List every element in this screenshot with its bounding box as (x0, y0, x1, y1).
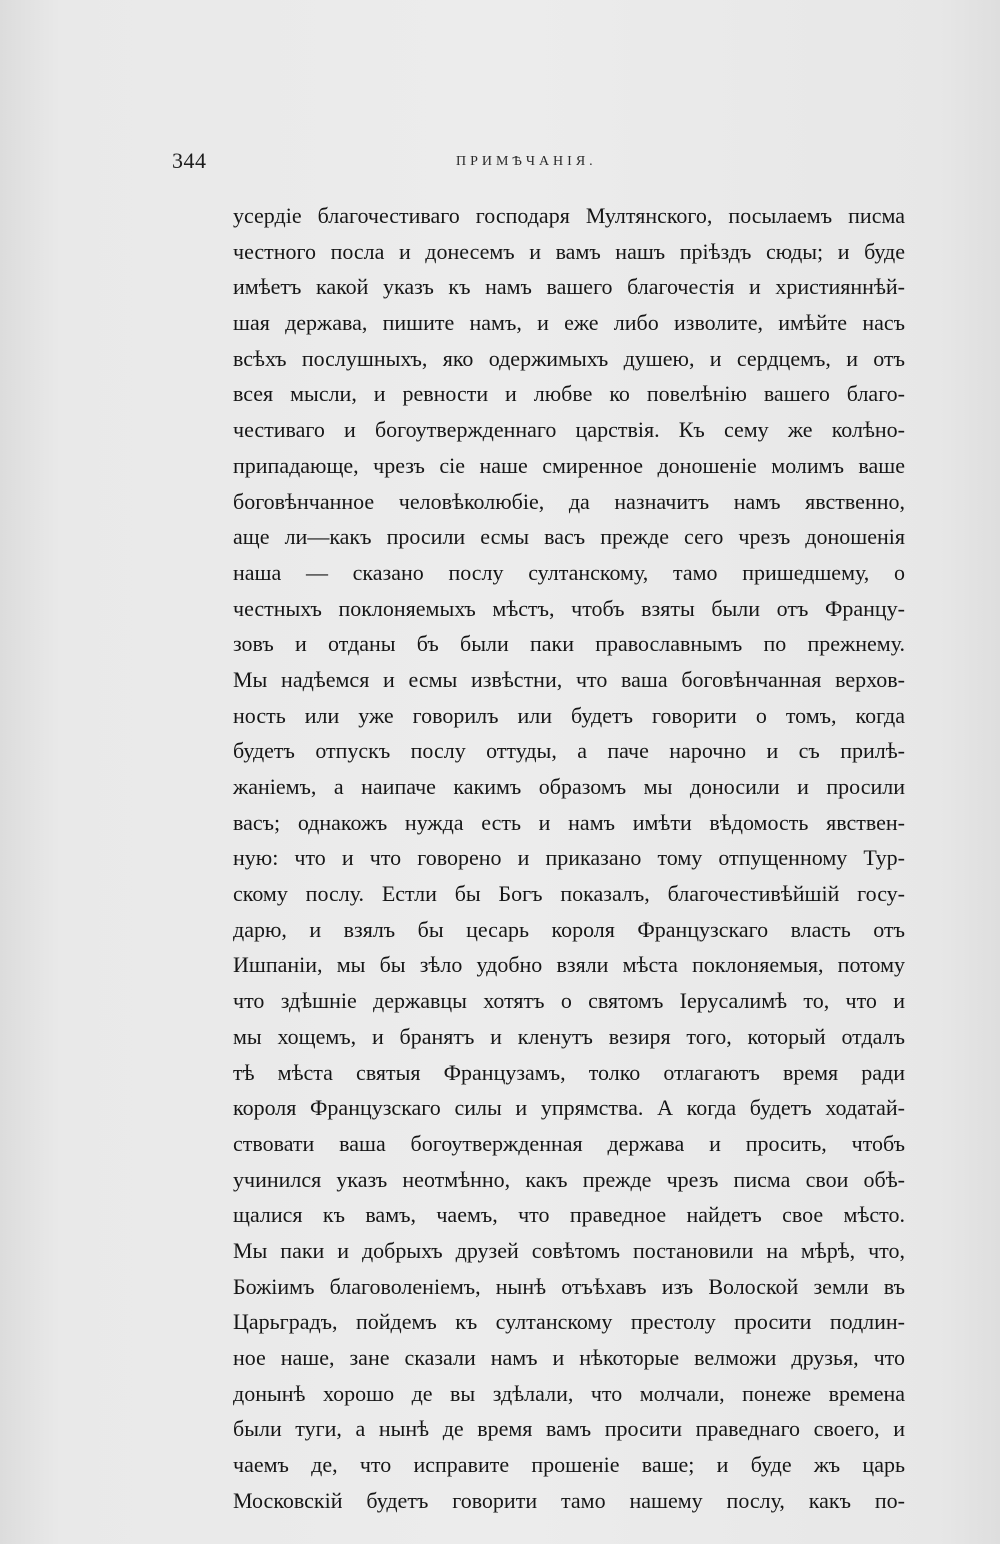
text-line: будетъ отпускъ послу оттуды, а паче нарочно и съ прилѣ- (233, 738, 905, 764)
body-text (233, 198, 905, 1518)
text-line: тѣ мѣста святыя Французамъ, толко отлагаютъ время ради (233, 1059, 905, 1085)
text-line: скому послу. Естли бы Богъ показалъ, благочестивѣйшій госу- (233, 881, 905, 907)
running-title: ПРИМѢЧАНІЯ. (456, 154, 597, 169)
text-line: шая держава, пишите намъ, и еже либо изволите, имѣйте насъ (233, 310, 905, 336)
text-line: всея мысли, и ревности и любве ко повелѣнію вашего благо- (233, 381, 905, 407)
text-line: ствовати ваша богоутвержденная держава и просить, чтобъ (233, 1130, 905, 1156)
text-line: ное наше, зане сказали намъ и нѣкоторые велможи друзья, что (233, 1345, 905, 1370)
text-line: что здѣшніе державцы хотятъ о святомъ Іерусалимѣ то, что и (233, 988, 905, 1014)
text-line: имѣетъ какой указъ къ намъ вашего благочестія и християннѣй- (233, 274, 905, 300)
text-line: припадающе, чрезъ сіе наше смиренное доношеніе молимъ ваше (233, 452, 905, 478)
text-line: боговѣнчанное человѣколюбіе, да назначитъ намъ явственно, (233, 488, 905, 514)
text-line: честного посла и донесемъ и вамъ нашъ пріѣздъ сюды; и буде (233, 238, 905, 264)
text-line: жаніемъ, а наипаче какимъ образомъ мы доносили и просили (233, 774, 905, 799)
text-line: ность или уже говорилъ или будетъ говорити о томъ, когда (233, 702, 905, 728)
text-line: донынѣ хорошо де вы здѣлали, что молчали, понеже времена (233, 1380, 905, 1406)
text-line: короля Французскаго силы и упрямства. А когда будетъ ходатай- (233, 1095, 905, 1121)
text-line: учинился указъ неотмѣнно, какъ прежде чрезъ писма свои обѣ- (233, 1166, 905, 1192)
text-line: Царьградъ, пойдемъ къ султанскому престолу просити подлин- (233, 1309, 905, 1335)
text-line: мы хощемъ, и бранятъ и кленутъ везиря того, который отдалъ (233, 1023, 905, 1049)
text-line: усердіе благочестиваго господаря Мултянского, посылаемъ писма (233, 203, 905, 228)
text-line: были туги, а нынѣ де время вамъ просити праведнаго своего, и (233, 1416, 905, 1442)
text-line: ную: что и что говорено и приказано тому отпущенному Тур- (233, 845, 905, 871)
text-line: честиваго и богоутвержденнаго царствія. Къ сему же колѣно- (233, 417, 905, 443)
text-line: наша — сказано послу султанскому, тамо пришедшему, о (233, 559, 905, 585)
text-line: Божіимъ благоволеніемъ, нынѣ отъѣхавъ изъ Волоской земли въ (233, 1273, 905, 1299)
text-line: зовъ и отданы бъ были паки православнымъ по прежнему. (233, 631, 905, 657)
text-line: всѣхъ послушныхъ, яко одержимыхъ душею, и сердцемъ, и отъ (233, 345, 905, 371)
page-header (172, 148, 912, 178)
text-line: чаемъ де, что исправите прошеніе ваше; и буде жъ царь (233, 1452, 905, 1478)
text-line: Ишпаніи, мы бы зѣло удобно взяли мѣста поклоняемыя, потому (233, 952, 905, 978)
text-line: Московскій будетъ говорити тамо нашему послу, какъ по- (233, 1487, 905, 1513)
text-line: Мы надѣемся и есмы извѣстни, что ваша боговѣнчанная верхов- (233, 666, 905, 692)
text-line: дарю, и взялъ бы цесарь короля Французскаго власть отъ (233, 916, 905, 942)
text-line: аще ли—какъ просили есмы васъ прежде сего чрезъ доношенія (233, 524, 905, 550)
text-line: Мы паки и добрыхъ друзей совѣтомъ постановили на мѣрѣ, что, (233, 1237, 905, 1263)
text-line: честныхъ поклоняемыхъ мѣстъ, чтобъ взяты были отъ Францу- (233, 595, 905, 621)
page-number: 344 (172, 148, 207, 173)
text-line: васъ; однакожъ нужда есть и намъ имѣти вѣдомость явствен- (233, 809, 905, 835)
text-line: щалися къ вамъ, чаемъ, что праведное найдетъ свое мѣсто. (233, 1202, 905, 1228)
